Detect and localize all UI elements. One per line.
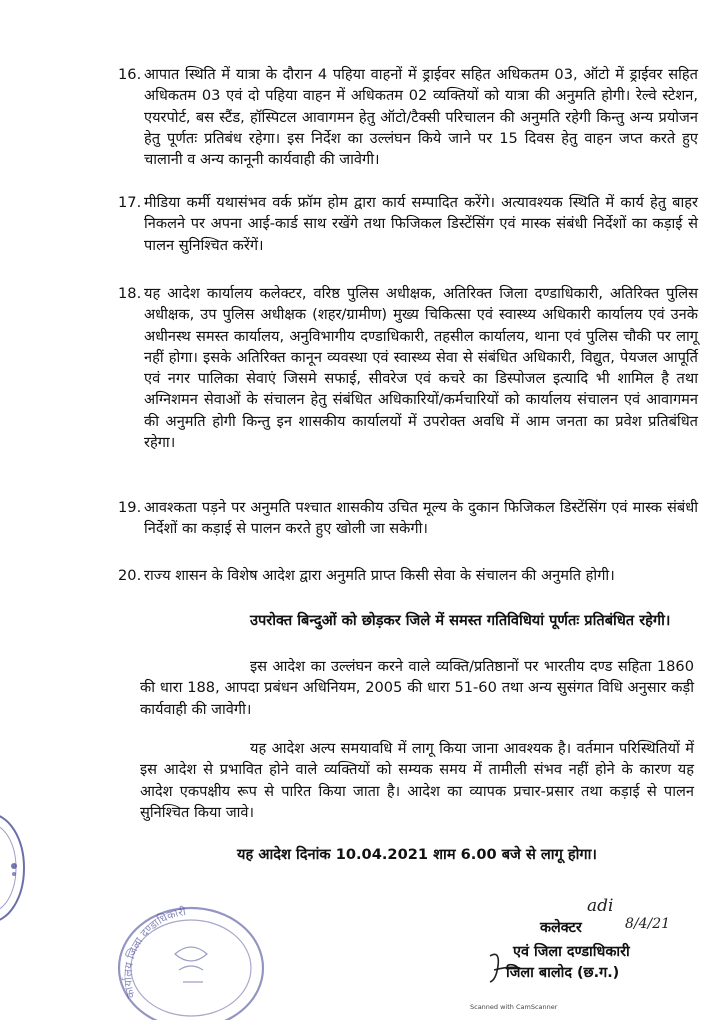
penalty-paragraph: इस आदेश का उल्लंघन करने वाले व्यक्ति/प्रतिष्ठानों पर भारतीय दण्ड सहिता 1860 की धारा 188, आपदा प्रबंधन अधिनियम, 2005 की धारा 51-60 तथा अन्य सुसंगत विधि अनुसार कड़ी कार्यवाही की जावेगी। bbox=[140, 658, 694, 718]
office-stamp bbox=[0, 808, 38, 928]
list-item-20 bbox=[118, 565, 698, 586]
stamp-graphic bbox=[0, 808, 38, 928]
item-number: 16. bbox=[118, 66, 142, 83]
signature-district: जिला बालोद (छ.ग.) bbox=[506, 965, 620, 981]
item-number: 20. bbox=[118, 567, 142, 584]
list-item-19 bbox=[118, 497, 698, 540]
item-number: 17. bbox=[118, 194, 142, 211]
item-text: आवश्कता पड़ने पर अनुमति पश्चात शासकीय उचित मूल्य के दुकान फिजिकल डिस्टेंसिंग एवं मास्क संबंधी निर्देशों का कड़ाई से पालन करते हुए खोली जा सकेगी। bbox=[144, 499, 698, 538]
prohibition-paragraph: उपरोक्त बिन्दुओं को छोड़कर जिले में समस्त गतिविधियां पूर्णतः प्रतिबंधित रहेगी। bbox=[250, 612, 671, 629]
seal-graphic bbox=[113, 902, 265, 1020]
item-text: आपात स्थिति में यात्रा के दौरान 4 पहिया वाहनों में ड्राईवर सहित अधिकतम 03, ऑटो में ड्राईवर सहित अधिकतम 03 एवं दो पहिया वाहन में अधिकतम 02 व्यक्तियों को यात्रा की अनुमति होगी। रेल्वे स्टेशन, एयरपोर्ट, बस स्टैंड, हॉस्पिटल आवागमन हेतु ऑटो/टैक्सी परिचालन की अनुमति रहेगी किन्तु अन्य प्रयोजन हेतु पूर्णतः प्रतिबंध रहेगा। इस निर्देश का उल्लंघन किये जाने पर 15 दिवस हेतु वाहन जप्त करते हुए चालानी व अन्य कानूनी कार्यवाही की जावेगी। bbox=[144, 66, 698, 169]
item-text: मीडिया कर्मी यथासंभव वर्क फ्रॉम होम द्वारा कार्य सम्पादित करेंगे। अत्यावश्यक स्थिति में कार्य हेतु बाहर निकलने पर अपना आई-कार्ड साथ रखेंगे तथा फिजिकल डिस्टेंसिंग एवं मास्क संबंधी निर्देशों का कड़ाई से पालन सुनिश्चित करेंगें। bbox=[144, 194, 698, 254]
list-item-18 bbox=[118, 283, 698, 453]
list-item-17 bbox=[118, 192, 698, 256]
seal-text: कार्यालय जिला दण्डाधिकारी bbox=[121, 905, 187, 1000]
effective-date-line: यह आदेश दिनांक 10.04.2021 शाम 6.00 बजे से लागू होगा। bbox=[237, 846, 597, 863]
signature-designation: कलेक्टर bbox=[540, 920, 582, 936]
handwritten-initials: adi bbox=[587, 896, 614, 916]
urgency-paragraph: यह आदेश अल्प समयावधि में लागू किया जाना आवश्यक है। वर्तमान परिस्थितियों में इस आदेश से प्रभावित होने वाले व्यक्तियों को सम्यक समय में तामीली संभव नहीं होने के कारण यह आदेश एकपक्षीय रूप से पारित किया जाता है। आदेश का व्यापक प्रचार-प्रसार तथा कड़ाई से पालन सुनिश्चित किया जावे। bbox=[140, 740, 694, 821]
item-text: राज्य शासन के विशेष आदेश द्वारा अनुमति प्राप्त किसी सेवा के संचालन की अनुमति होगी। bbox=[144, 567, 615, 584]
signature-designation-2: एवं जिला दण्डाधिकारी bbox=[513, 944, 630, 960]
scanner-watermark: Scanned with CamScanner bbox=[470, 1003, 558, 1011]
handwritten-date: 8/4/21 bbox=[625, 916, 671, 932]
list-item-16 bbox=[118, 64, 698, 170]
official-seal bbox=[113, 902, 265, 1020]
item-number: 18. bbox=[118, 285, 142, 302]
item-text: यह आदेश कार्यालय कलेक्टर, वरिष्ठ पुलिस अधीक्षक, अतिरिक्त जिला दण्डाधिकारी, अतिरिक्त पुलिस अधीक्षक, उप पुलिस अधीक्षक (शहर/ग्रामीण) मुख्य चिकित्सा एवं स्वास्थ्य अधिकारी कार्यालय एवं उनके अधीनस्थ समस्त कार्यालय, अनुविभागीय दण्डाधिकारी, तहसील कार्यालय, थाना एवं पुलिस चौकी पर लागू नहीं होगा। इसके अतिरिक्त कानून व्यवस्था एवं स्वास्थ्य सेवा से संबंधित अधिकारी, विद्युत, पेयजल आपूर्ति एवं नगर पालिका सेवाएं जिसमे सफाई, सीवरेज एवं कचरे का डिस्पोजल इत्यादि भी शामिल है तथा अग्निशमन सेवाओं के संचालन हेतु संबंधित अधिकारियों/कर्मचारियों को कार्यालय संचालन एवं आवागमन की अनुमति होगी किन्तु इन शासकीय कार्यालयों में उपरोक्त अवधि में आम जनता का प्रवेश प्रतिबंधित रहेगा। bbox=[144, 285, 698, 452]
item-number: 19. bbox=[118, 499, 142, 516]
